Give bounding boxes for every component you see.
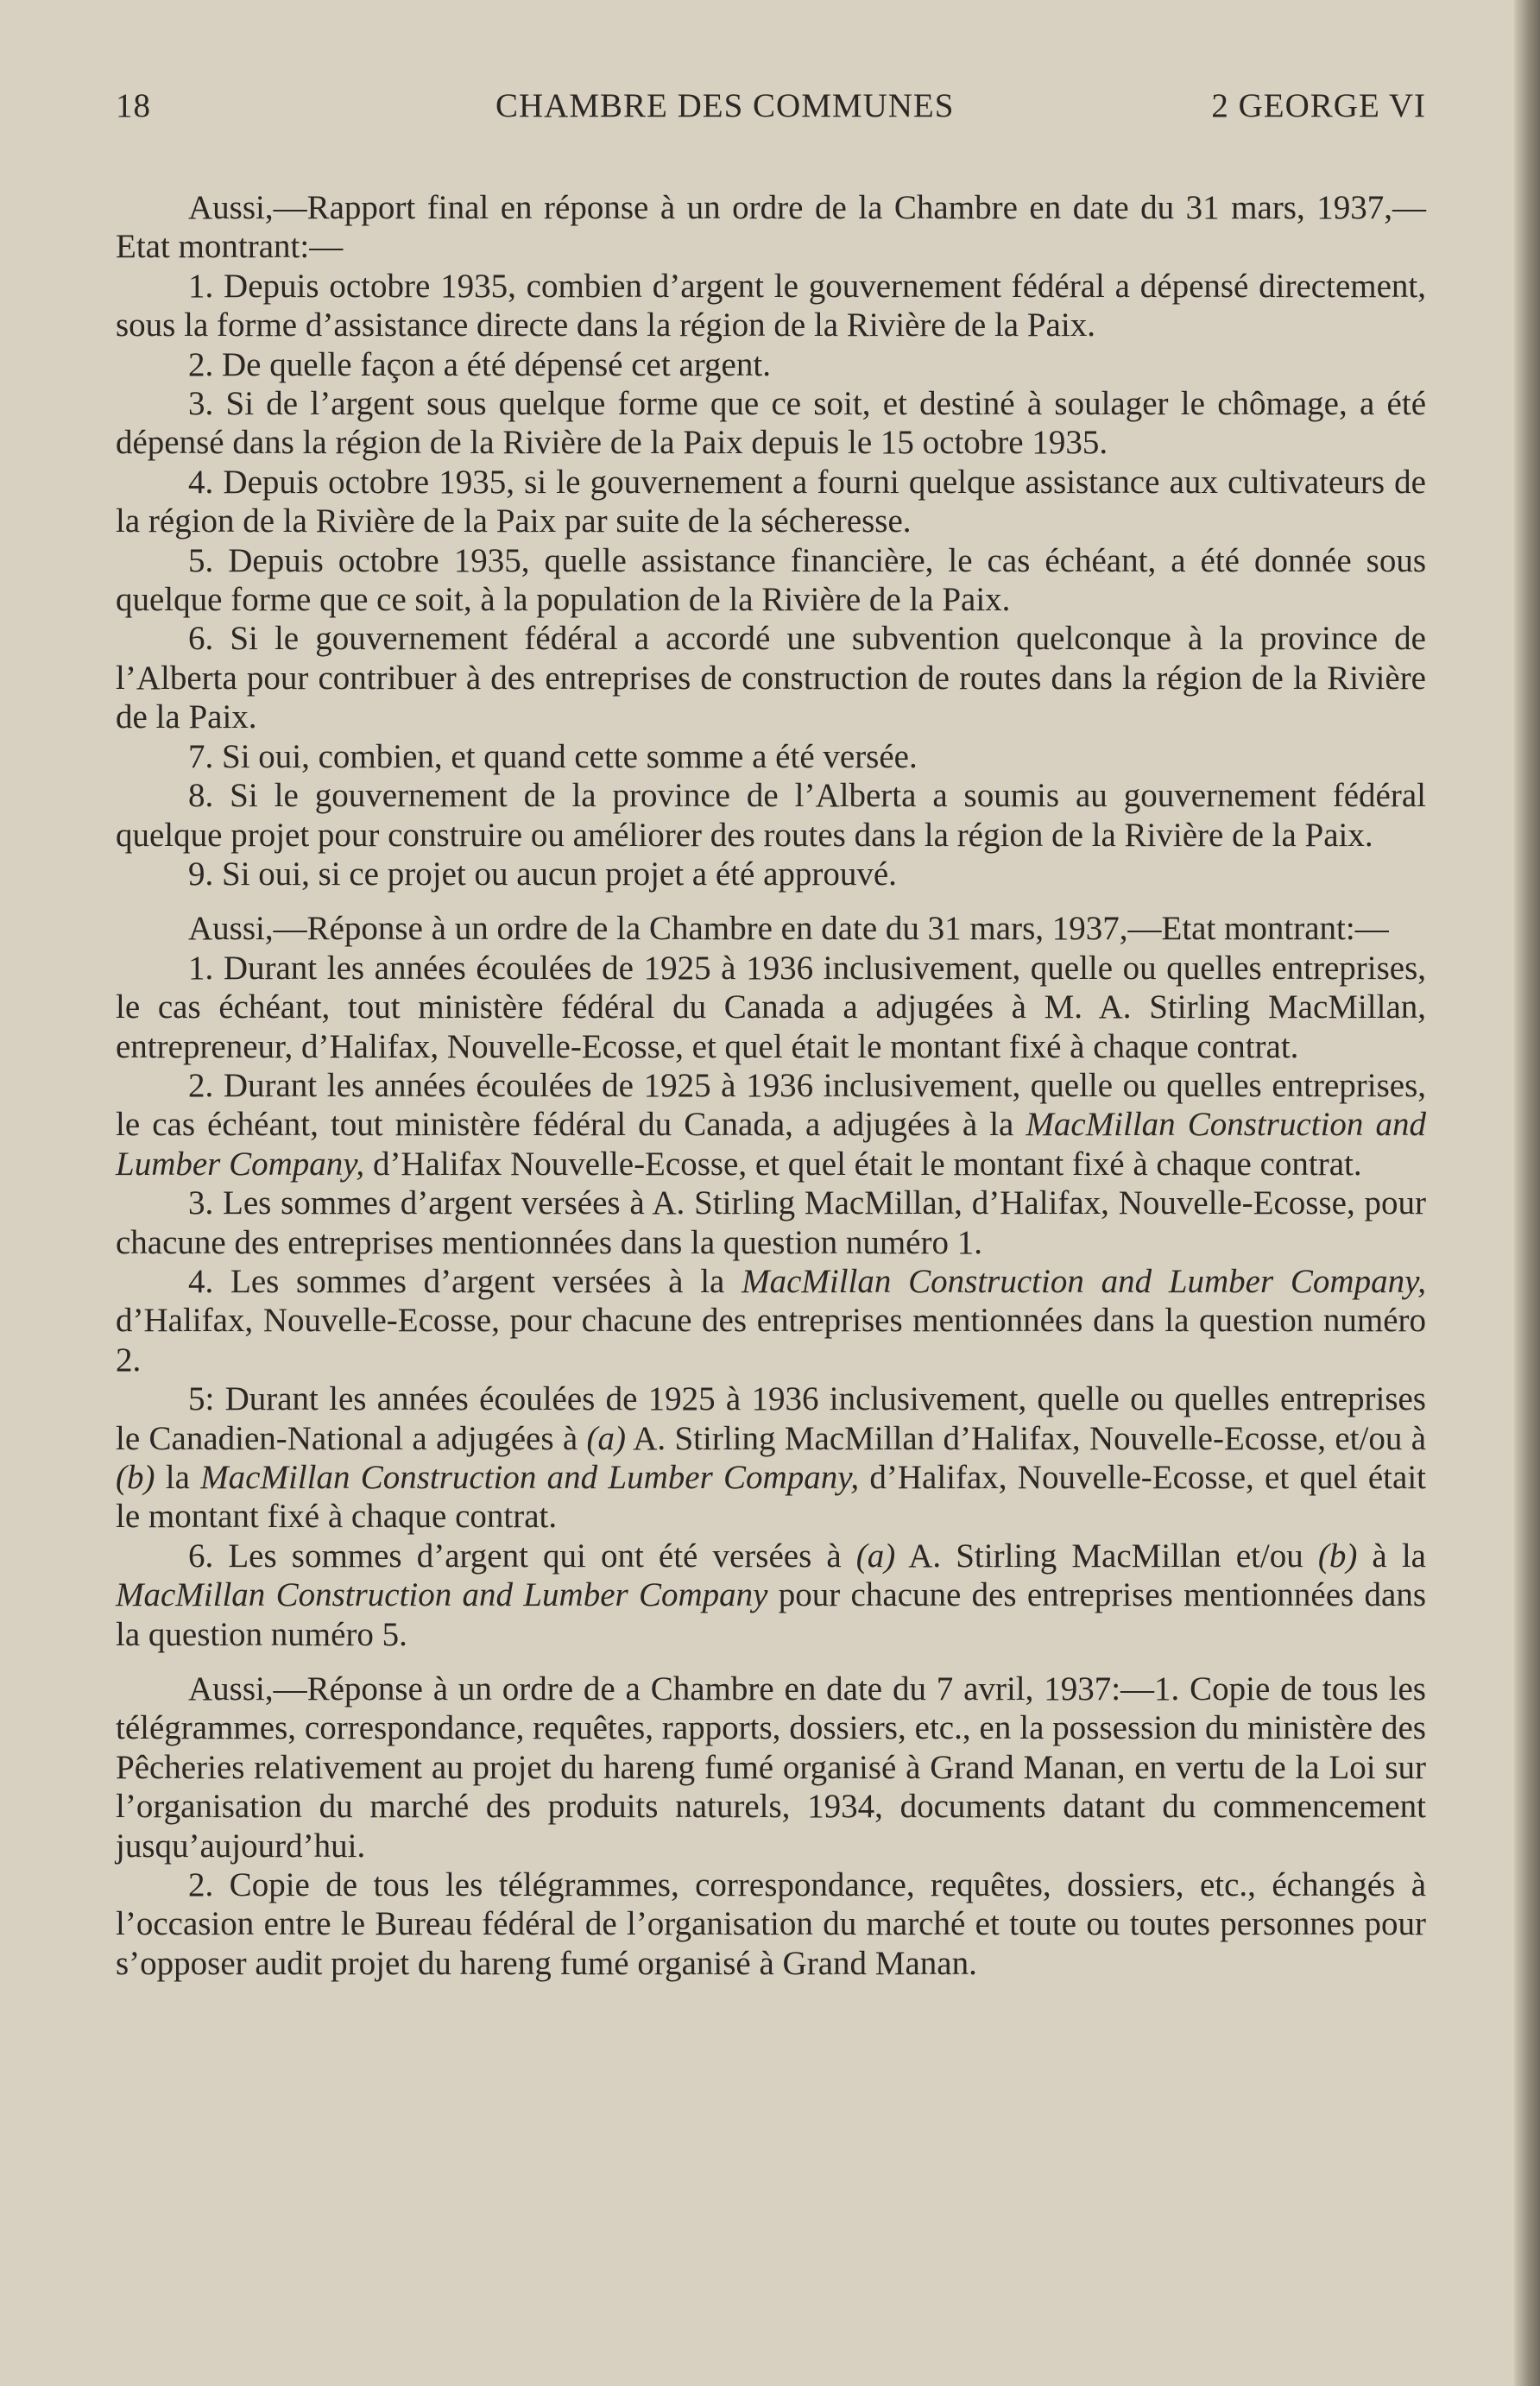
running-header [116, 86, 1426, 138]
page-edge-shadow [1514, 0, 1540, 2386]
section-1-item-8: 8. Si le gouvernement de la province de l’Alberta a soumis au gouvernement fédéral quelque projet pour construire ou améliorer des routes dans la région de la Rivière de la Paix. [116, 777, 1426, 854]
section-1-intro: Aussi,—Rapport final en réponse à un ordre de la Chambre en date du 31 mars, 1937,—Etat montrant:— [116, 189, 1426, 266]
section-2-item-1: 1. Durant les années écoulées de 1925 à 1936 inclusivement, quelle ou quelles entreprises, le cas échéant, tout ministère fédéral du Canada a adjugées à M. A. Stirling MacMillan, entrepreneur, d’Halifax, Nouvelle-Ecosse, et quel était le montant fixé à chaque contrat. [116, 949, 1426, 1065]
text-run: 4. Les sommes d’argent versées à la [188, 1262, 742, 1300]
section-2-item-5 [116, 1379, 1426, 1537]
company-name: MacMillan Construction and Lumber Company [116, 1576, 768, 1614]
text-run: A. Stirling MacMillan d’Halifax, Nouvelle-Ecosse, et/ou à [626, 1419, 1427, 1457]
text-run: d’Halifax, Nouvelle-Ecosse, pour chacune des entreprises mentionnées dans la question numéro 2. [116, 1302, 1426, 1379]
section-1-item-9: 9. Si oui, si ce projet ou aucun projet a été approuvé. [188, 855, 897, 893]
section-1-item-5: 5. Depuis octobre 1935, quelle assistance financière, le cas échéant, a été donnée sous quelque forme que ce soit, à la population de la Rivière de la Paix. [116, 541, 1426, 619]
section-1-item-3: 3. Si de l’argent sous quelque forme que ce soit, et destiné à soulager le chômage, a été dépensé dans la région de la Rivière de la Paix depuis le 15 octobre 1935. [116, 385, 1426, 462]
document-body [116, 188, 1426, 1983]
section-1-item-4: 4. Depuis octobre 1935, si le gouvernement a fourni quelque assistance aux cultivateurs de la région de la Rivière de la Paix par suite de la sécheresse. [116, 463, 1426, 540]
section-1-item-2: 2. De quelle façon a été dépensé cet argent. [188, 345, 771, 383]
list-marker: (b) [1317, 1537, 1358, 1575]
company-name: MacMillan Construction and Lumber Company, [200, 1459, 860, 1496]
page-number: 18 [116, 87, 151, 124]
section-2-item-6 [116, 1537, 1426, 1654]
list-marker: (a) [855, 1537, 896, 1575]
text-run: d’Halifax Nouvelle-Ecosse, et quel était le montant fixé à chaque contrat. [364, 1145, 1362, 1183]
text-run: à la [1357, 1537, 1426, 1575]
section-3-item-2: 2. Copie de tous les télégrammes, correspondance, requêtes, dossiers, etc., échangés à l’occasion entre le Bureau fédéral de l’organisation du marché et toute ou toutes personnes pour s’opposer audit projet du hareng fumé organisé à Grand Manan. [116, 1866, 1426, 1982]
text-run: A. Stirling MacMillan et/ou [895, 1537, 1318, 1575]
section-2-item-3: 3. Les sommes d’argent versées à A. Stirling MacMillan, d’Halifax, Nouvelle-Ecosse, pour chacune des entreprises mentionnées dans la question numéro 1. [116, 1184, 1426, 1261]
section-2-item-4 [116, 1262, 1426, 1379]
text-run: 2. Durant les années écoulées de 1925 à 1936 inclusivement, quelle ou quelles entreprises, le cas échéant, tout ministère fédéral du Canada, a adjugées à la [116, 1066, 1426, 1144]
header-reign: 2 GEORGE VI [1211, 87, 1426, 124]
section-1-item-6: 6. Si le gouvernement fédéral a accordé une subvention quelconque à la province de l’Alberta pour contribuer à des entreprises de construction de routes dans la région de la Rivière de la Paix. [116, 620, 1426, 736]
company-name: MacMillan Construction and Lumber Company, [116, 1106, 1426, 1183]
section-1-item-1: 1. Depuis octobre 1935, combien d’argent le gouvernement fédéral a dépensé directement, sous la forme d’assistance directe dans la région de la Rivière de la Paix. [116, 267, 1426, 344]
text-run: d’Halifax, Nouvelle-Ecosse, et quel était le montant fixé à chaque contrat. [116, 1459, 1426, 1536]
text-run: pour chacune des entreprises mentionnées dans la question numéro 5. [116, 1576, 1426, 1653]
section-2-item-2 [116, 1066, 1426, 1184]
text-run: 5: Durant les années écoulées de 1925 à 1936 inclusivement, quelle ou quelles entreprises le Canadien-National a adjugées à [116, 1380, 1426, 1457]
section-1-item-7: 7. Si oui, combien, et quand cette somme a été versée. [188, 737, 918, 775]
company-name: MacMillan Construction and Lumber Company, [742, 1262, 1426, 1300]
list-marker: (b) [116, 1459, 155, 1496]
section-2-intro: Aussi,—Réponse à un ordre de la Chambre en date du 31 mars, 1937,—Etat montrant:— [188, 910, 1389, 948]
text-run: la [155, 1459, 201, 1496]
text-run: 6. Les sommes d’argent qui ont été versées à [188, 1537, 856, 1575]
list-marker: (a) [586, 1419, 627, 1457]
section-3-intro: Aussi,—Réponse à un ordre de a Chambre en date du 7 avril, 1937:—1. Copie de tous les télégrammes, correspondance, requêtes, rapports, dossiers, etc., en la possession du ministère des Pêcheries relativement au projet du hareng fumé organisé à Grand Manan, en vertu de la Loi sur l’organisation du marché des produits naturels, 1934, documents datant du commencement jusqu’aujourd’hui. [116, 1670, 1426, 1865]
header-title: CHAMBRE DES COMMUNES [495, 87, 955, 124]
